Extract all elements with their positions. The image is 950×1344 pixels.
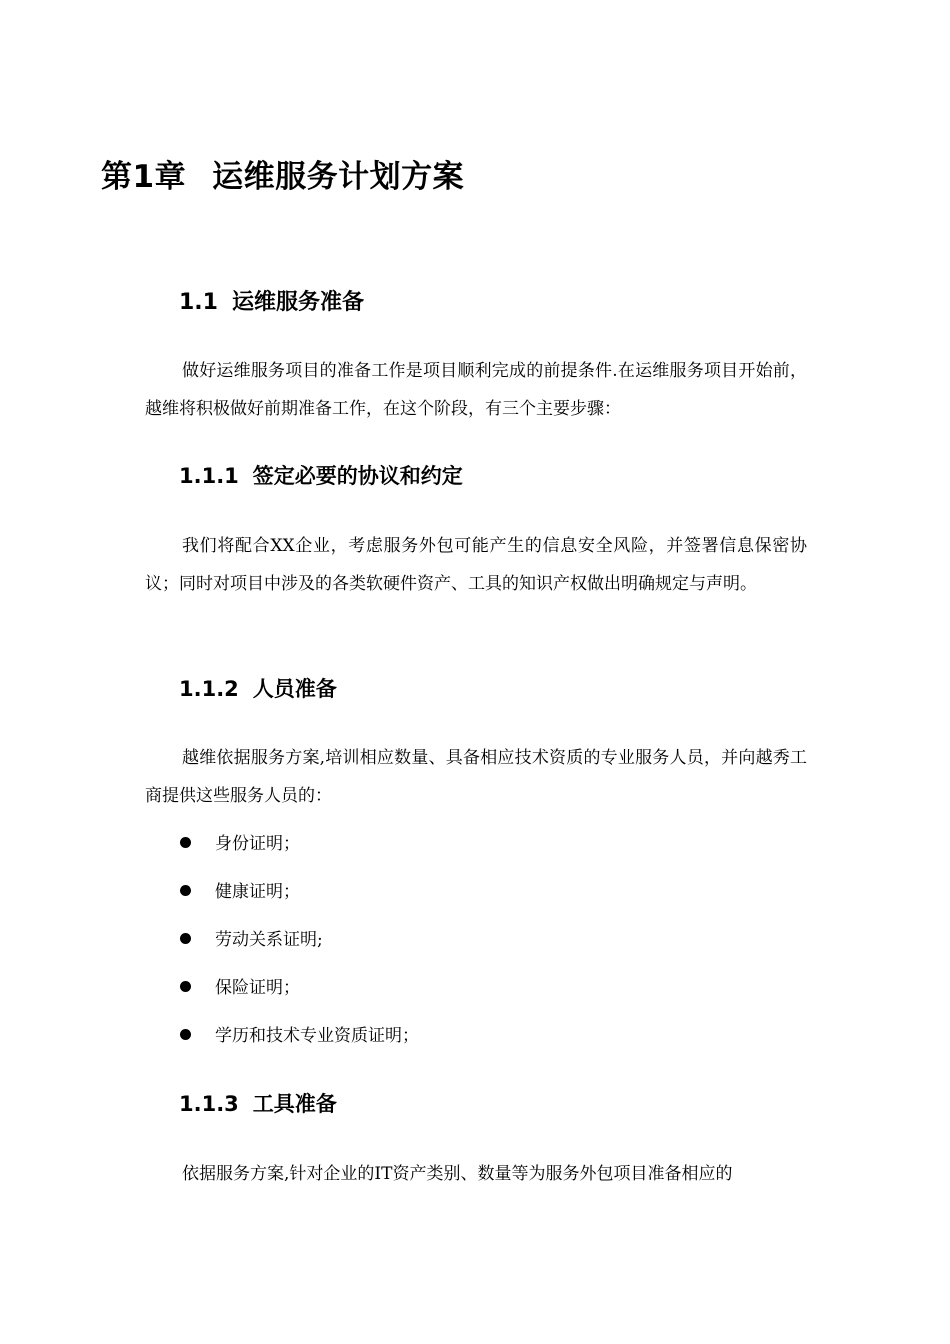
section-1-1-number: 1.1	[179, 290, 218, 315]
section-1-1-3-number: 1.1.3	[179, 1092, 239, 1116]
section-1-1-2-number: 1.1.2	[179, 677, 239, 701]
section-1-1-2-paragraph: 越维依据服务方案,培训相应数量、具备相应技术资质的专业服务人员，并向越秀工商提供这些服务人员的：	[145, 748, 807, 806]
section-1-1-1-title: 签定必要的协议和约定	[252, 464, 463, 488]
list-item	[180, 922, 419, 970]
bullet-dot-icon	[180, 1029, 191, 1040]
list-item	[180, 1018, 419, 1066]
section-1-1-1-heading	[179, 459, 463, 493]
list-item-text: 健康证明；	[215, 882, 300, 902]
section-1-1-paragraph: 做好运维服务项目的准备工作是项目顺利完成的前提条件.在运维服务项目开始前，越维将积极做好前期准备工作，在这个阶段，有三个主要步骤：	[145, 361, 807, 419]
section-1-1-3-title: 工具准备	[252, 1092, 337, 1116]
credentials-bullet-list	[180, 826, 419, 1066]
bullet-dot-icon	[180, 885, 191, 896]
list-item	[180, 874, 419, 922]
section-1-1-2-heading	[179, 672, 337, 706]
chapter-heading	[101, 152, 464, 202]
bullet-dot-icon	[180, 933, 191, 944]
list-item-text: 学历和技术专业资质证明；	[215, 1026, 419, 1046]
section-1-1-heading	[179, 286, 364, 320]
section-1-1-2-title: 人员准备	[252, 677, 337, 701]
chapter-number: 第1章	[101, 159, 187, 195]
list-item-text: 保险证明；	[215, 978, 300, 998]
section-1-1-title: 运维服务准备	[231, 290, 364, 315]
bullet-dot-icon	[180, 981, 191, 992]
section-1-1-1-paragraph: 我们将配合XX企业，考虑服务外包可能产生的信息安全风险，并签署信息保密协议；同时对项目中涉及的各类软硬件资产、工具的知识产权做出明确规定与声明。	[145, 536, 807, 594]
chapter-title: 运维服务计划方案	[212, 159, 465, 195]
list-item-text: 身份证明；	[215, 834, 300, 854]
section-1-1-3-heading	[179, 1087, 337, 1121]
section-1-1-3-paragraph: 依据服务方案,针对企业的IT资产类别、数量等为服务外包项目准备相应的	[182, 1164, 733, 1184]
bullet-dot-icon	[180, 837, 191, 848]
section-1-1-1-number: 1.1.1	[179, 464, 239, 488]
list-item-text: 劳动关系证明;	[215, 930, 323, 950]
list-item	[180, 970, 419, 1018]
list-item	[180, 826, 419, 874]
